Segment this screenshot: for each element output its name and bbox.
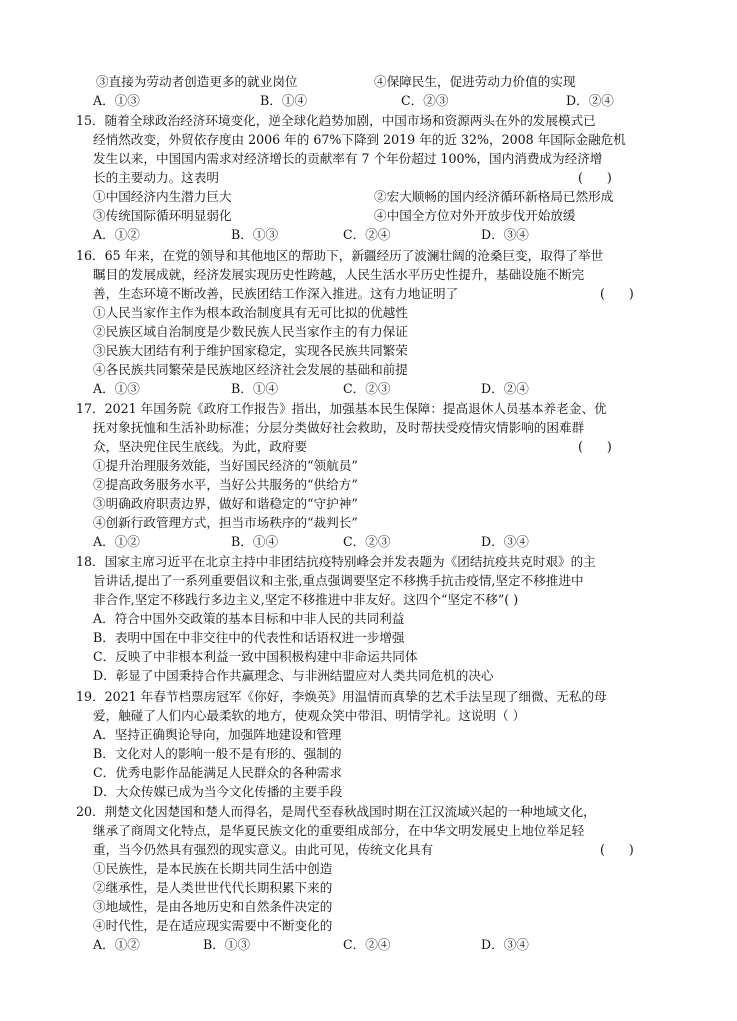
- q17-statement-4: ④创新行政管理方式，担当市场秩序的“裁判长”: [93, 515, 358, 530]
- option-b: B．①④: [231, 381, 279, 396]
- q19-option-b: B．文化对人的影响一般不是有形的、强制的: [93, 746, 342, 761]
- answer-blank: ( ): [600, 842, 634, 857]
- q18-option-b: B．表明中国在中非交往中的代表性和话语权进一步增强: [93, 630, 405, 645]
- q15-stem-line: 经悄然改变，外贸依存度由 2006 年的 67%下降到 2019 年的近 32%，2008 年国际金融危机: [93, 132, 626, 147]
- q16-stem-line: 瞩目的发展成就，经济发展实现历史性跨越，人民生活水平历史性提升，基础设施不断完: [93, 267, 585, 282]
- option-a: A．①③: [93, 381, 140, 396]
- q15-stem-line: 长的主要动力。这表明: [93, 170, 219, 185]
- q15-statement-3: ③传统国际循环明显弱化: [93, 208, 232, 223]
- statement-3: ③直接为劳动者创造更多的就业岗位: [96, 74, 298, 89]
- q17-statement-3: ③明确政府职责边界，做好和谐稳定的“守护神”: [93, 496, 358, 511]
- q16-statement-4: ④各民族共同繁荣是民族地区经济社会发展的基础和前提: [93, 362, 408, 377]
- q17-stem-line: 众，坚决兜住民生底线。为此，政府要: [93, 439, 308, 454]
- q15-statement-4: ④中国全方位对外开放步伐开始放缓: [374, 208, 576, 223]
- q19-stem-line: 爱，触碰了人们内心最柔软的地方，使观众笑中带泪、明情学礼。这说明（ ）: [93, 708, 526, 723]
- q18-option-d: D．彰显了中国秉持合作共赢理念、与非洲结盟应对人类共同危机的决心: [93, 668, 494, 683]
- statement-4: ④保障民生，促进劳动力价值的实现: [374, 74, 576, 89]
- q17-stem-line: 抚对象抚恤和生活补助标准；分层分类做好社会救助，及时帮扶受疫情灾情影响的困难群: [93, 420, 585, 435]
- q15-stem-line: 15．随着全球政治经济环境变化，逆全球化趋势加剧，中国市场和资源两头在外的发展模式已: [76, 113, 596, 128]
- q17-stem-line: 17．2021 年国务院《政府工作报告》指出，加强基本民生保障：提高退休人员基本养老金、优: [76, 401, 607, 416]
- option-b: B．①④: [260, 93, 308, 108]
- q16-stem-line: 善，生态环境不断改善，民族团结工作深入推进。这有力地证明了: [93, 286, 459, 301]
- q18-stem-line: 非合作,坚定不移践行多边主义,坚定不移推进中非友好。这四个“坚定不移”( ): [93, 592, 519, 607]
- option-c: C．②④: [343, 227, 391, 242]
- option-d: D．③④: [481, 534, 529, 549]
- answer-blank: ( ): [600, 286, 634, 301]
- q20-statement-2: ②继承性，是人类世世代代长期积累下来的: [93, 880, 333, 895]
- option-d: D．②④: [481, 381, 529, 396]
- q17-statement-1: ①提升治理服务效能，当好国民经济的“领航员”: [93, 458, 358, 473]
- option-b: B．①③: [231, 227, 279, 242]
- answer-blank: ( ): [578, 439, 612, 454]
- q16-statement-2: ②民族区域自治制度是少数民族人民当家作主的有力保证: [93, 324, 408, 339]
- q20-stem-line: 重，当今仍然具有强烈的现实意义。由此可见，传统文化具有: [93, 842, 434, 857]
- q18-option-c: C．反映了中非根本利益一致中国积极构建中非命运共同体: [93, 649, 418, 664]
- option-a: A．①②: [93, 937, 140, 952]
- option-c: C．②③: [401, 93, 449, 108]
- option-b: B．①④: [231, 534, 279, 549]
- q19-stem-line: 19．2021 年春节档票房冠军《你好，李焕英》用温情而真挚的艺术手法呈现了细微、无私的母: [76, 689, 607, 704]
- option-c: C．②③: [343, 381, 391, 396]
- q19-option-d: D．大众传媒已成为当今文化传播的主要手段: [93, 784, 343, 799]
- q19-option-a: A．坚持正确舆论导向，加强阵地建设和管理: [93, 727, 342, 742]
- q15-statement-1: ①中国经济内生潜力巨大: [93, 189, 232, 204]
- q19-option-c: C．优秀电影作品能满足人民群众的各种需求: [93, 765, 342, 780]
- option-c: C．②③: [343, 534, 391, 549]
- answer-blank: ( ): [578, 170, 612, 185]
- q18-stem-line: 旨讲话,提出了一系列重要倡议和主张,重点强调要坚定不移携手抗击疫情,坚定不移推进中: [93, 573, 584, 588]
- q20-statement-4: ④时代性，是在适应现实需要中不断变化的: [93, 918, 333, 933]
- q18-stem-line: 18．国家主席习近平在北京主持中非团结抗疫特别峰会并发表题为《团结抗疫共克时艰》的主: [76, 554, 596, 569]
- q20-stem-line: 继承了商周文化特点，是华夏民族文化的重要组成部分，在中华文明发展史上地位举足轻: [93, 823, 585, 838]
- option-d: D．③④: [481, 937, 529, 952]
- q20-stem-line: 20．荆楚文化因楚国和楚人而得名，是周代至春秋战国时期在江汉流域兴起的一种地域文化，: [76, 804, 596, 819]
- q15-statement-2: ②宏大顺畅的国内经济循环新格局已然形成: [374, 189, 614, 204]
- q16-statement-3: ③民族大团结有利于维护国家稳定，实现各民族共同繁荣: [93, 343, 408, 358]
- option-c: C．②④: [343, 937, 391, 952]
- q15-stem-line: 发生以来，中国国内需求对经济增长的贡献率有 7 个年份超过 100%，国内消费成为经济增: [93, 151, 603, 166]
- q16-statement-1: ①人民当家作主作为根本政治制度具有无可比拟的优越性: [93, 305, 408, 320]
- option-b: B．①③: [203, 937, 251, 952]
- q20-statement-1: ①民族性，是本民族在长期共同生活中创造: [93, 861, 333, 876]
- q20-statement-3: ③地域性，是由各地历史和自然条件决定的: [93, 899, 333, 914]
- option-a: A．①③: [93, 93, 140, 108]
- q16-stem-line: 16．65 年来，在党的领导和其他地区的帮助下，新疆经历了波澜壮阔的沧桑巨变，取得了举世: [76, 248, 604, 263]
- q17-statement-2: ②提高政务服务水平，当好公共服务的“供给方”: [93, 477, 358, 492]
- q18-option-a: A．符合中国外交政策的基本目标和中非人民的共同利益: [93, 611, 405, 626]
- option-d: D．③④: [481, 227, 529, 242]
- option-a: A．①②: [93, 534, 140, 549]
- option-d: D．②④: [566, 93, 614, 108]
- option-a: A．①②: [93, 227, 140, 242]
